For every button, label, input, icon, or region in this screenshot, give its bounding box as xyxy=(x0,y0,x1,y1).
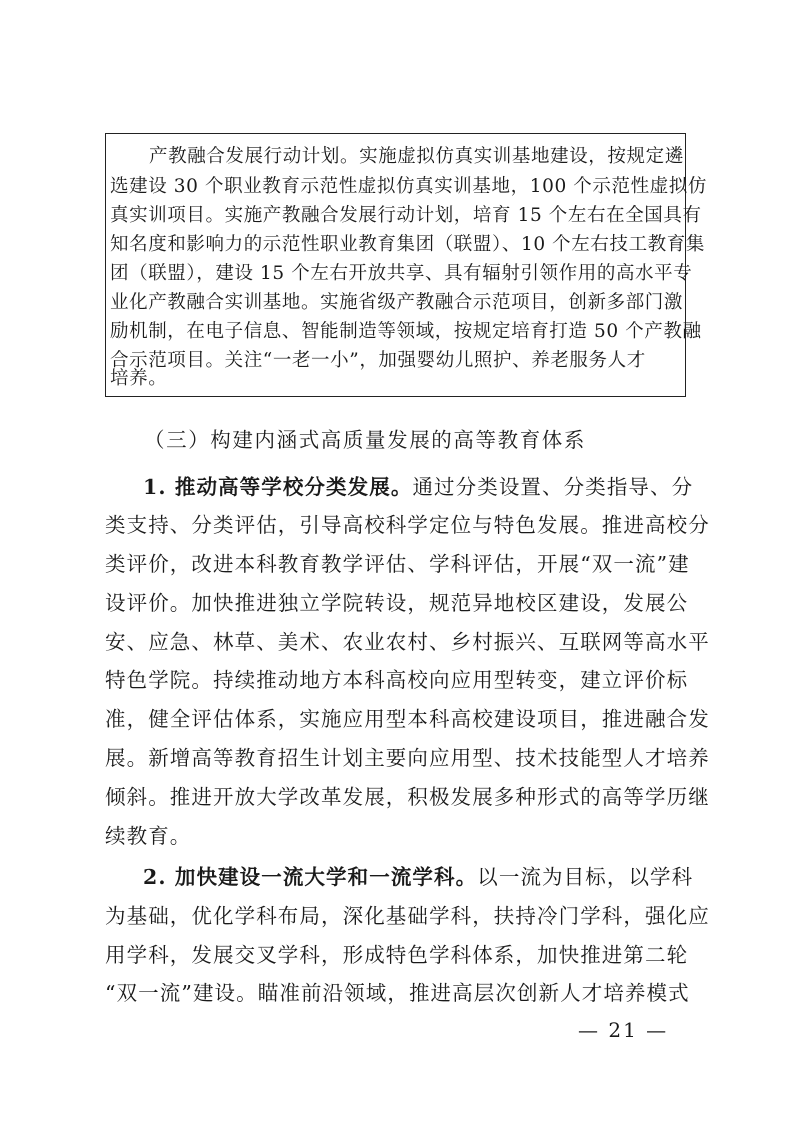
page-number: — 21 — xyxy=(578,1018,669,1042)
box-line: 选建设 30 个职业教育示范性虚拟仿真实训基地，100 个示范性虚拟仿 xyxy=(110,176,707,197)
paragraph-line: 倾斜。推进开放大学改革发展，积极发展多种形式的高等学历继 xyxy=(105,785,710,809)
boxed-note xyxy=(105,133,707,397)
box-line: 业化产教融合实训基地。实施省级产教融合示范项目，创新多部门激 xyxy=(110,292,684,313)
paragraph-line: 特色学院。持续推动地方本科高校向应用型转变，建立评价标 xyxy=(105,668,689,692)
paragraph-line: “双一流”建设。瞄准前沿领域，推进高层次创新人才培养模式 xyxy=(105,981,690,1005)
item-title: 1. 推动高等学校分类发展。 xyxy=(143,475,413,499)
paragraph-line: 续教育。 xyxy=(105,824,192,848)
box-line: 知名度和影响力的示范性职业教育集团（联盟）、10 个左右技工教育集 xyxy=(110,234,705,255)
paragraph-first-line xyxy=(143,859,693,895)
section-heading: （三）构建内涵式高质量发展的高等教育体系 xyxy=(144,428,586,452)
box-line: 励机制，在电子信息、智能制造等领域，按规定培育打造 50 个产教融 xyxy=(110,321,702,342)
paragraph-line: 为基础，优化学科布局，深化基础学科，扶持冷门学科，强化应 xyxy=(105,904,710,928)
paragraph-line: 用学科，发展交叉学科，形成特色学科体系，加快推进第二轮 xyxy=(105,943,689,967)
box-line: 真实训项目。实施产教融合发展行动计划，培育 15 个左右在全国具有 xyxy=(110,205,702,226)
box-line: 产教融合发展行动计划。实施虚拟仿真实训基地建设，按规定遴 xyxy=(149,146,684,167)
item-text: 以一流为目标，以学科 xyxy=(477,865,694,889)
item-text: 通过分类设置、分类指导、分 xyxy=(412,475,694,499)
box-line: 合示范项目。关注“一老一小”，加强婴幼儿照护、养老服务人才 xyxy=(110,350,646,371)
item-title: 2. 加快建设一流大学和一流学科。 xyxy=(143,865,478,889)
paragraph-line: 类支持、分类评估，引导高校科学定位与特色发展。推进高校分 xyxy=(105,513,710,537)
paragraph-line: 设评价。加快推进独立学院转设，规范异地校区建设，发展公 xyxy=(105,591,689,615)
paragraph-line: 准，健全评估体系，实施应用型本科高校建设项目，推进融合发 xyxy=(105,707,710,731)
box-line: 培养。 xyxy=(110,368,168,389)
box-line: 团（联盟），建设 15 个左右开放共享、具有辐射引领作用的高水平专 xyxy=(110,263,693,284)
paragraph-first-line xyxy=(143,469,693,505)
paragraph-line: 类评价，改进本科教育教学评估、学科评估，开展“双一流”建 xyxy=(105,552,690,576)
paragraph-line: 安、应急、林草、美术、农业农村、乡村振兴、互联网等高水平 xyxy=(105,630,710,654)
paragraph-line: 展。新增高等教育招生计划主要向应用型、技术技能型人才培养 xyxy=(105,746,710,770)
